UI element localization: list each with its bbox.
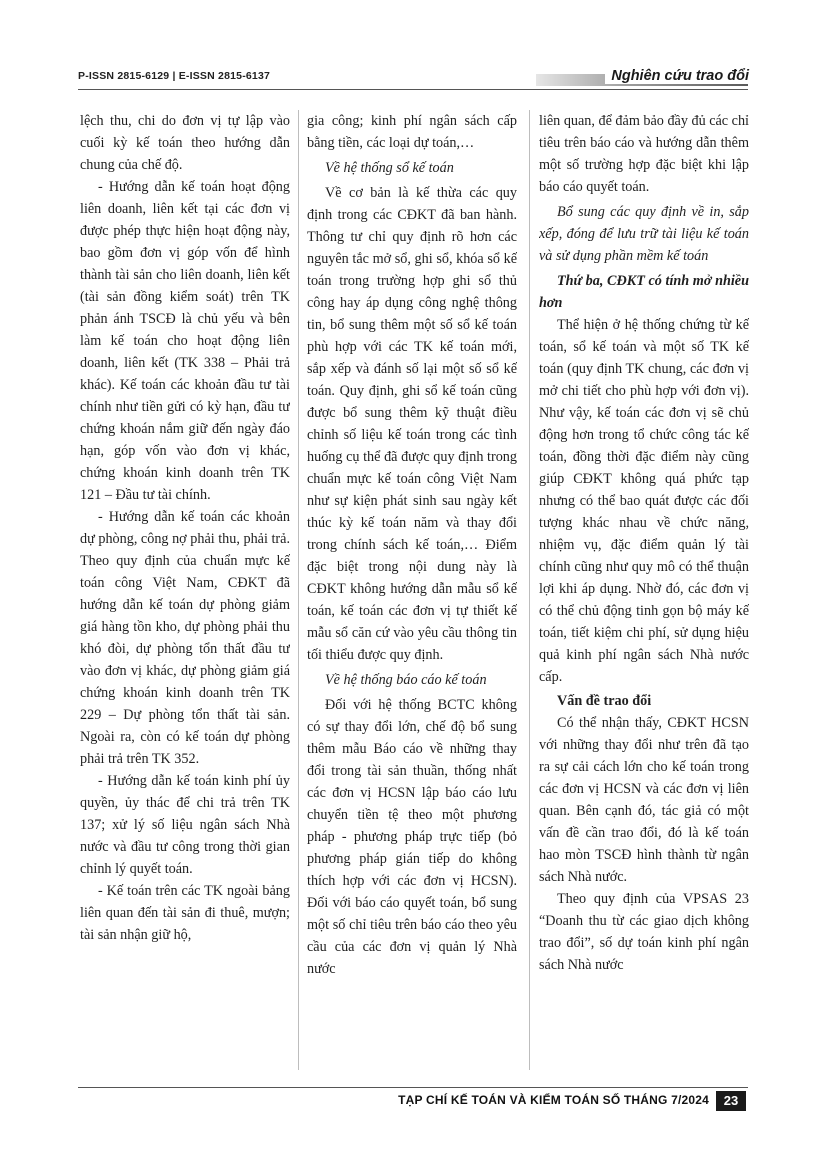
paragraph: - Kế toán trên các TK ngoài bảng liên quan đến tài sản đi thuê, mượn; tài sản nhận giữ hộ, <box>80 883 290 943</box>
column-divider <box>298 110 299 1070</box>
paragraph: Có thể nhận thấy, CĐKT HCSN với những thay đổi như trên đã tạo ra sự cải cách lớn cho kế toán trong các đơn vị HCSN và các đơn vị liên quan. Bên cạnh đó, tác giả có một vấn đề cần trao đổi, đó là kế toán hao mòn TSCĐ hình thành từ ngân sách Nhà nước. <box>539 715 749 885</box>
column-divider <box>529 110 530 1070</box>
paragraph: lệch thu, chi do đơn vị tự lập vào cuối kỳ kế toán theo hướng dẫn chung của chế độ. <box>80 113 290 173</box>
paragraph: Đối với hệ thống BCTC không có sự thay đổi lớn, chế độ bổ sung thêm mẫu Báo cáo về những thay đổi trong tài sản thuần, thống nhất các đơn vị HCSN lập báo cáo lưu chuyển tiền tệ theo một phương pháp - phương pháp trực tiếp (bỏ phương pháp gián tiếp do không thích hợp với các đơn vị HCSN). Đối với báo cáo quyết toán, bổ sung một số chỉ tiêu trên báo cáo theo yêu cầu của các đơn vị quản lý Nhà nước <box>307 697 517 977</box>
issn-line: P-ISSN 2815-6129 | E-ISSN 2815-6137 <box>78 70 271 82</box>
section-heading: Thứ ba, CĐKT có tính mở nhiều hơn <box>539 273 749 311</box>
section-title: Nghiên cứu trao đổi <box>605 68 749 84</box>
section-heading: Vấn đề trao đổi <box>557 693 652 709</box>
subsection-heading: Bổ sung các quy định về in, sắp xếp, đóng để lưu trữ tài liệu kế toán và sử dụng phần mềm kế toán <box>539 204 749 264</box>
paragraph: - Hướng dẫn kế toán các khoản dự phòng, công nợ phải thu, phải trả. Theo quy định của chuẩn mực kế toán công Việt Nam, CĐKT đã hướng dẫn kế toán dự phòng giảm giá hàng tồn kho, dự phòng phải thu khó đòi, dự phòng tổn thất đầu tư vào đơn vị khác, dự phòng giảm giá chứng khoán kinh doanh trên TK 229 – Dự phòng tổn thất tài sản. Ngoài ra, còn có kế toán dự phòng phải trả trên TK 352. <box>80 509 290 767</box>
paragraph: - Hướng dẫn kế toán hoạt động liên doanh, liên kết tại các đơn vị được phép thực hiện hoạt động này, bao gồm đơn vị góp vốn để hình thành tài sản cho liên doanh, liên kết (tài sản đồng kiểm soát) trên TK phản ánh TSCĐ là chủ yếu và bên làm kế toán cho hoạt động liên doanh, liên kết (TK 338 – Phải trả khác). Kế toán các khoản đầu tư tài chính như tiền gửi có kỳ hạn, đầu tư chứng khoán nắm giữ đến ngày đáo hạn, góp vốn vào đơn vị khác, chứng khoán kinh doanh trên TK 121 – Đầu tư tài chính. <box>80 179 290 503</box>
paragraph: gia công; kinh phí ngân sách cấp bằng tiền, các loại dự toán,… <box>307 113 517 151</box>
column-1 <box>80 110 290 1075</box>
subsection-heading: Về hệ thống sổ kế toán <box>325 160 454 176</box>
page-number: 23 <box>716 1091 746 1111</box>
column-3 <box>539 110 749 1075</box>
paragraph: Về cơ bản là kế thừa các quy định trong các CĐKT đã ban hành. Thông tư chỉ quy định rõ hơn các nguyên tắc mở sổ, ghi sổ, khóa sổ kế toán trong trường hợp ghi sổ thủ công hay áp dụng công nghệ thông tin, bổ sung thêm một số sổ kế toán phù hợp với các TK kế toán mới, sắp xếp và đánh số lại một số sổ kế toán. Quy định, ghi sổ kế toán cũng được bổ sung thêm kỹ thuật điều chỉnh số liệu kế toán trong các tình huống cụ thể đã được quy định trong chuẩn mực kế toán công Việt Nam như sự kiện phát sinh sau ngày kết thúc kỳ kế toán năm và thay đổi trong chính sách kế toán,… Điểm đặc biệt trong nội dung này là CĐKT không hướng dẫn mẫu sổ kế toán, kế toán các đơn vị tự thiết kế mẫu sổ căn cứ vào yêu cầu thông tin tối thiểu được quy định. <box>307 185 517 663</box>
footer-rule <box>78 1087 748 1088</box>
paragraph: - Hướng dẫn kế toán kinh phí ủy quyền, ủy thác để chi trả trên TK 137; xử lý số liệu ngân sách Nhà nước và đầu tư công trong thời gian chỉnh lý quyết toán. <box>80 773 290 877</box>
paragraph: liên quan, để đảm bảo đầy đủ các chỉ tiêu trên báo cáo và hướng dẫn thêm một số trường hợp đặc biệt khi lập báo cáo quyết toán. <box>539 113 749 195</box>
subsection-heading: Về hệ thống báo cáo kế toán <box>325 672 487 688</box>
column-2 <box>307 110 517 1075</box>
paragraph: Thể hiện ở hệ thống chứng từ kế toán, sổ kế toán và một số TK kế toán (quy định TK chung, các đơn vị mở chi tiết cho phù hợp với đơn vị). Như vậy, kế toán các đơn vị sẽ chủ động hơn trong tổ chức công tác kế toán, đồng thời đặc điểm này cũng giúp CĐKT không quá phức tạp nhưng có thể bao quát được các đối tượng khác nhau về chức năng, nhiệm vụ, đặc điểm quản lý tài chính cũng như quy mô có thể thuận lợi khi áp dụng. Nhờ đó, các đơn vị có thể chủ động tinh gọn bộ máy kế toán, tiết kiệm chi phí, sử dụng hiệu quả kinh phí ngân sách Nhà nước cấp. <box>539 317 749 685</box>
journal-footer: TẠP CHÍ KẾ TOÁN VÀ KIỂM TOÁN SỐ THÁNG 7/2024 <box>398 1093 709 1107</box>
paragraph: Theo quy định của VPSAS 23 “Doanh thu từ các giao dịch không trao đổi”, số dự toán kinh phí ngân sách Nhà nước <box>539 891 749 973</box>
header-rule <box>78 89 748 90</box>
